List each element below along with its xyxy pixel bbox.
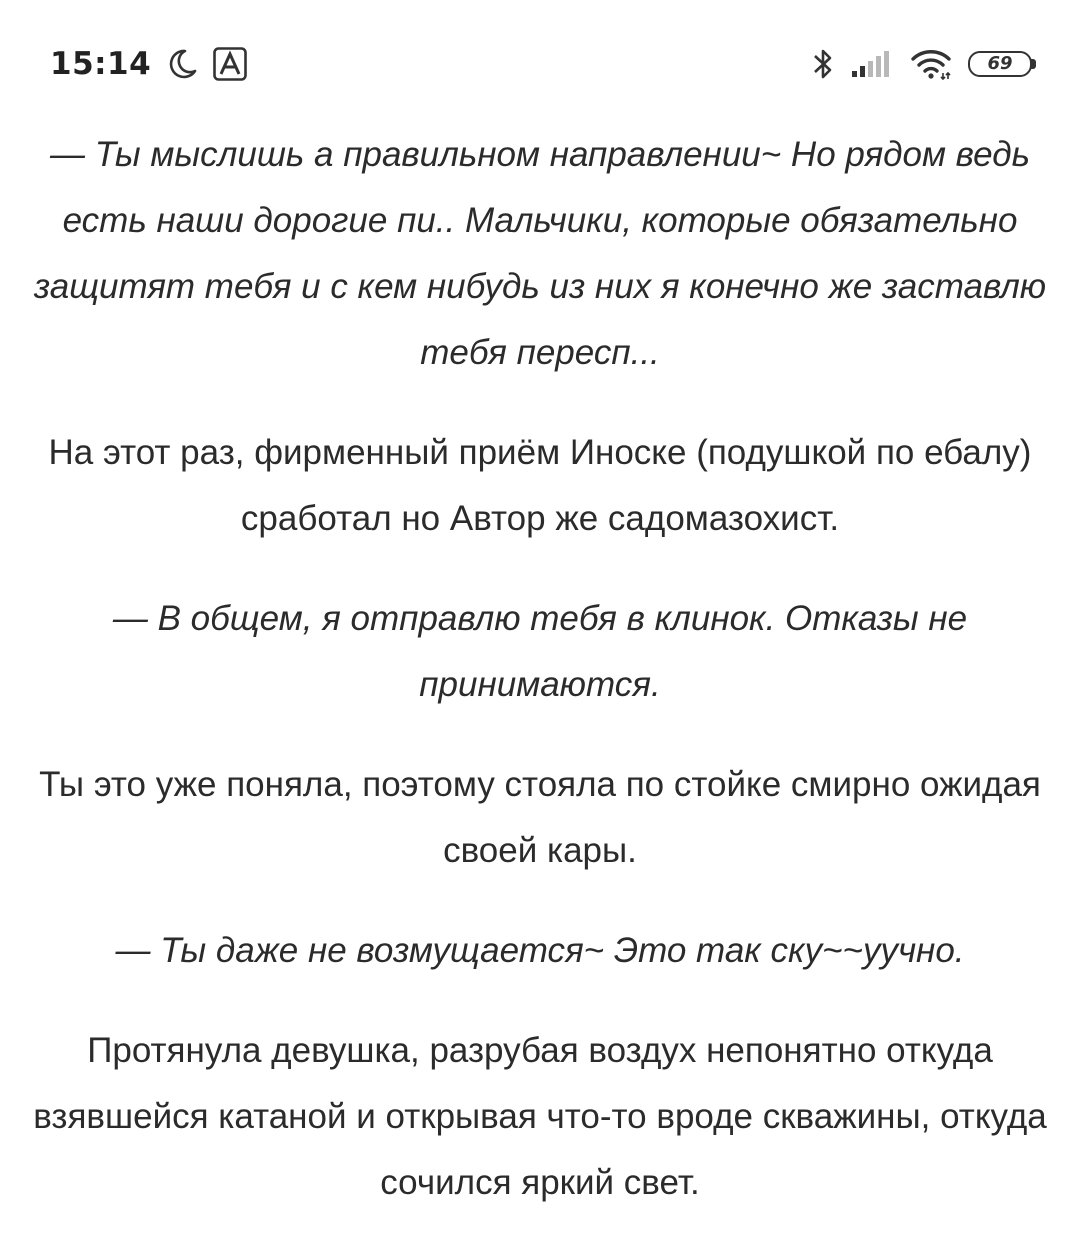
- signal-icon: [850, 50, 894, 78]
- app-notification-icon: [213, 47, 247, 81]
- bluetooth-icon: [812, 47, 834, 81]
- battery-icon: [968, 51, 1036, 77]
- story-paragraph: Ты это уже поняла, поэтому стояла по стойке смирно ожидая своей кары.: [39, 765, 1041, 870]
- story-content: [30, 120, 1050, 1216]
- status-left: [50, 42, 247, 86]
- story-paragraph: Протянула девушка, разрубая воздух непонятно откуда взявшейся катаной и открывая что-то вроде скважины, откуда сочился яркий свет.: [33, 1031, 1047, 1202]
- clock: 15:14: [50, 46, 152, 82]
- battery-level: 69: [987, 53, 1013, 74]
- story-paragraph: На этот раз, фирменный приём Иноске (подушкой по ебалу) сработал но Автор же садомазохист.: [48, 433, 1032, 538]
- wifi-icon: [910, 48, 952, 80]
- story-paragraph: — Ты даже не возмущается~ Это так ску~~уучно.: [115, 931, 965, 970]
- story-paragraph: — В общем, я отправлю тебя в клинок. Отказы не принимаются.: [112, 599, 968, 704]
- story-paragraph: — Ты мыслишь а правильном направлении~ Но рядом ведь есть наши дорогие пи.. Мальчики, которые обязательно защитят тебя и с кем нибудь из них я конечно же заставлю тебя пересп...: [33, 135, 1047, 372]
- status-right: [812, 44, 1036, 84]
- status-bar: [0, 0, 1080, 120]
- moon-icon: [165, 47, 199, 81]
